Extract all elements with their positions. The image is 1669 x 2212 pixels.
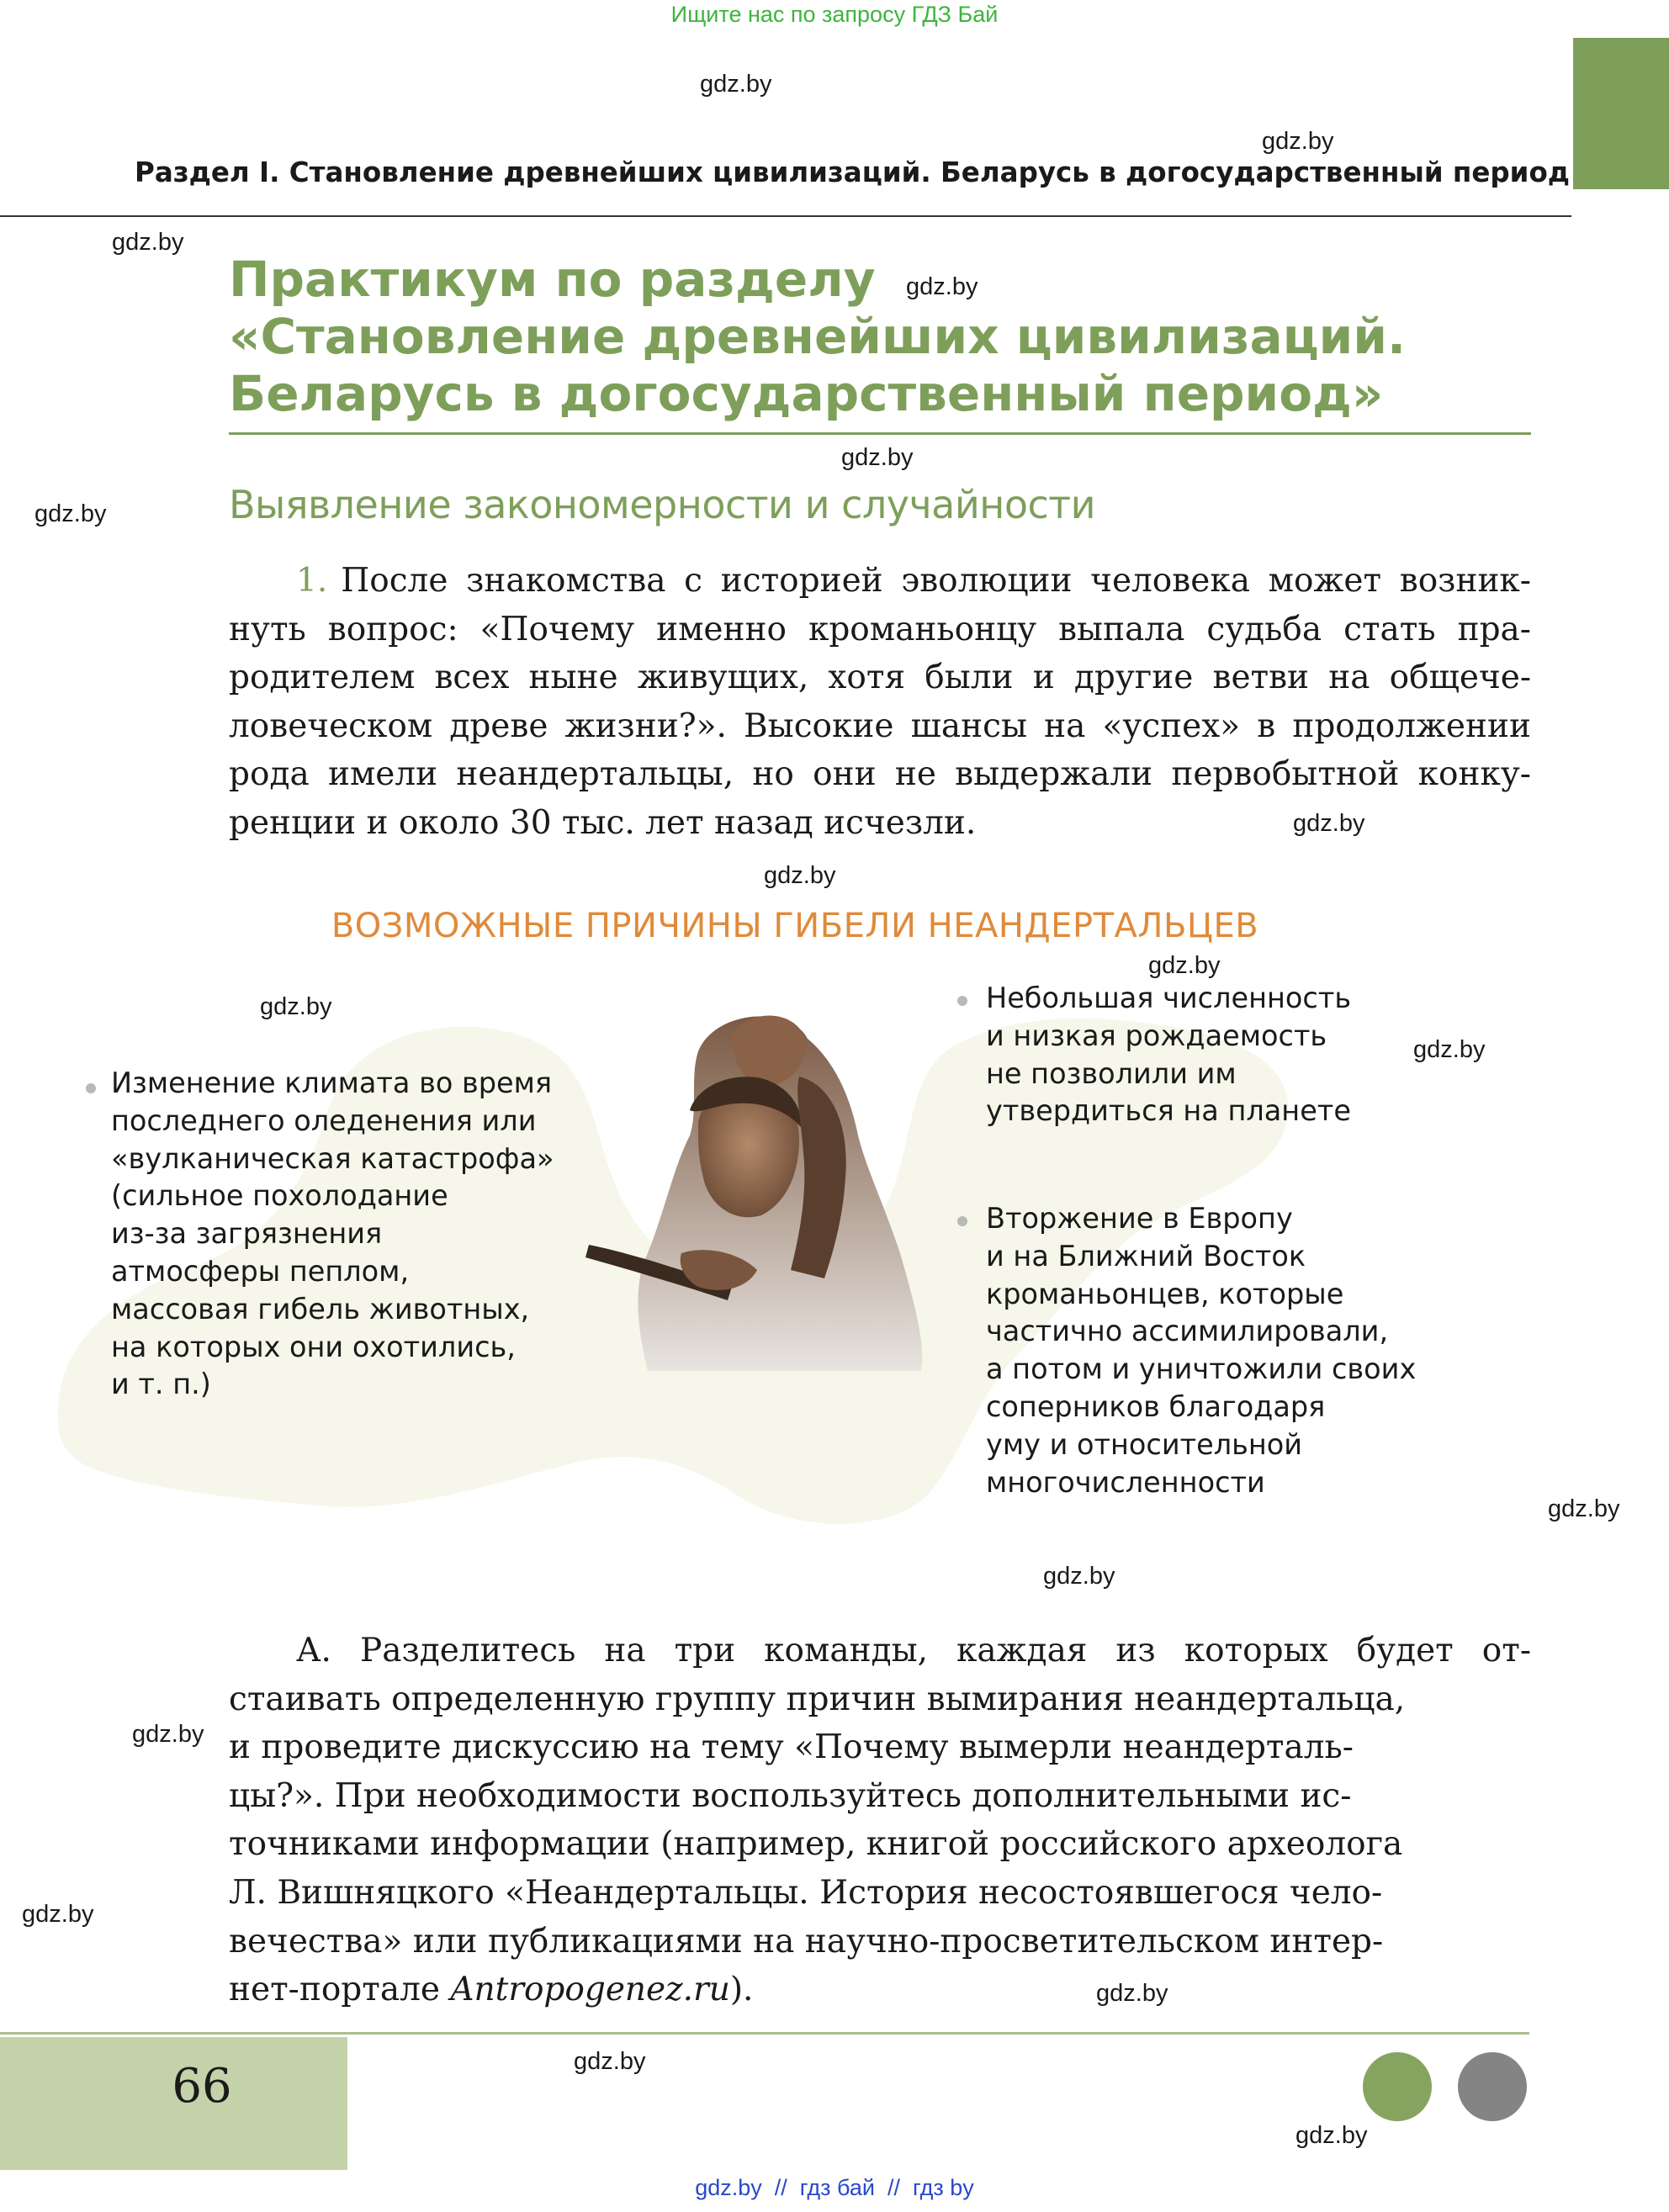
watermark: gdz.by [132, 1721, 204, 1748]
neanderthal-illustration [580, 1001, 934, 1371]
practicum-title [229, 251, 1533, 422]
subtitle: Выявление закономерности и случайности [229, 482, 1095, 527]
section-header: Раздел I. Становление древнейших цивилизаций. Беларусь в догосударственный период [135, 156, 1571, 188]
section-tab [1573, 38, 1669, 189]
cause-line: и низкая рождаемость [986, 1019, 1327, 1052]
practicum-title-line: «Становление древнейших цивилизаций. [229, 308, 1406, 365]
task-a-line: нет-портале [229, 1971, 451, 2009]
bullet-dot [957, 1216, 967, 1226]
cause-line: (сильное похолодание [111, 1179, 448, 1213]
cause-line: и т. п.) [111, 1368, 211, 1401]
cause-line: частично ассимилировали, [986, 1315, 1389, 1348]
cause-line: атмосферы пеплом, [111, 1254, 410, 1288]
cause-line: на которых они охотились, [111, 1330, 516, 1363]
cause-line: а потом и уничтожили своих [986, 1352, 1417, 1386]
gray-circle-decoration [1458, 2052, 1527, 2121]
task-1-line: После знакомства с историей эволюции человека может возник- [341, 562, 1531, 600]
cause-climate [111, 1065, 554, 1404]
task-a-line: вечества» или публикациями на научно-просветительском интер- [229, 1922, 1384, 1961]
watermark: gdz.by [1262, 128, 1334, 155]
cause-line: последнего оледенения или [111, 1103, 537, 1137]
watermark: gdz.by [906, 273, 978, 300]
top-banner[interactable]: Ищите нас по запросу ГДЗ Бай [670, 2, 999, 27]
website-reference: Antropogenez.ru [450, 1971, 730, 2009]
task-1-line: рода имели неандертальцы, но они не выдержали первобытной конку- [229, 755, 1531, 794]
task-1-line: ренции и около 30 тыс. лет назад исчезли. [229, 803, 977, 842]
watermark: gdz.by [1413, 1036, 1486, 1063]
watermark: gdz.by [1548, 1495, 1620, 1522]
watermark: gdz.by [1295, 2122, 1368, 2149]
cause-line: утвердиться на планете [986, 1094, 1351, 1128]
watermark: gdz.by [112, 229, 184, 256]
task-a-line: точниками информации (например, книгой российского археолога [229, 1825, 1403, 1864]
watermark: gdz.by [841, 444, 914, 471]
task-1-line: нуть вопрос: «Почему именно кроманьонцу выпала судьба стать пра- [229, 610, 1531, 648]
task-a-line: А. Разделитесь на три команды, каждая из которых будет от- [296, 1632, 1531, 1670]
cause-cro-magnon-invasion [986, 1200, 1416, 1501]
causes-title: ВОЗМОЖНЫЕ ПРИЧИНЫ ГИБЕЛИ НЕАНДЕРТАЛЬЦЕВ [331, 907, 1259, 945]
task-a-line: стаивать определенную группу причин вымирания неандертальца, [229, 1680, 1406, 1718]
watermark: gdz.by [260, 993, 332, 1020]
cause-line: из-за загрязнения [111, 1217, 383, 1251]
task-a-line-end: ). [729, 1971, 754, 2009]
watermark: gdz.by [34, 500, 107, 527]
task-number: 1. [296, 562, 328, 600]
green-circle-decoration [1363, 2052, 1432, 2121]
watermark: gdz.by [22, 1901, 94, 1928]
cause-line: массовая гибель животных, [111, 1292, 530, 1326]
cause-low-population [986, 980, 1351, 1130]
task-1-paragraph [229, 557, 1531, 848]
bullet-dot [957, 996, 967, 1006]
footer-divider [0, 2032, 1529, 2035]
task-a-line: цы?». При необходимости воспользуйтесь дополнительными ис- [229, 1776, 1352, 1815]
page-number: 66 [172, 2059, 232, 2114]
header-divider [0, 215, 1571, 217]
cause-line: кроманьонцев, которые [986, 1277, 1344, 1310]
cause-line: Вторжение в Европу [986, 1202, 1293, 1235]
cause-line: Изменение климата во время [111, 1066, 553, 1099]
cause-line: соперников благодаря [986, 1389, 1326, 1423]
cause-line: многочисленности [986, 1465, 1265, 1499]
cause-line: и на Ближний Восток [986, 1239, 1306, 1273]
cause-line: уму и относительной [986, 1427, 1303, 1461]
watermark: gdz.by [1148, 952, 1221, 979]
task-1-line: родителем всех ныне живущих, хотя были и другие ветви на общече- [229, 659, 1531, 697]
task-a-line: и проведите дискуссию на тему «Почему вымерли неандерталь- [229, 1728, 1354, 1767]
watermark: gdz.by [574, 2048, 646, 2075]
bottom-banner-links[interactable]: gdz.by // гдз бай // гдз by [695, 2175, 974, 2200]
watermark: gdz.by [1043, 1563, 1115, 1590]
title-divider [229, 432, 1531, 435]
watermark: gdz.by [764, 862, 836, 889]
watermark: gdz.by [1293, 810, 1365, 837]
practicum-title-line: Беларусь в догосударственный период» [229, 365, 1384, 422]
watermark: gdz.by [700, 71, 772, 98]
bullet-dot [86, 1083, 96, 1093]
cause-line: не позволили им [986, 1056, 1237, 1090]
practicum-title-line: Практикум по разделу [229, 251, 876, 308]
task-a-paragraph [229, 1627, 1531, 2014]
cause-line: Небольшая численность [986, 982, 1352, 1014]
task-1-line: ловеческом древе жизни?». Высокие шансы на «успех» в продолжении [229, 706, 1531, 745]
cause-line: «вулканическая катастрофа» [111, 1141, 554, 1175]
task-a-line: Л. Вишняцкого «Неандертальцы. История несостоявшегося чело- [229, 1873, 1383, 1912]
watermark: gdz.by [1096, 1980, 1168, 2007]
